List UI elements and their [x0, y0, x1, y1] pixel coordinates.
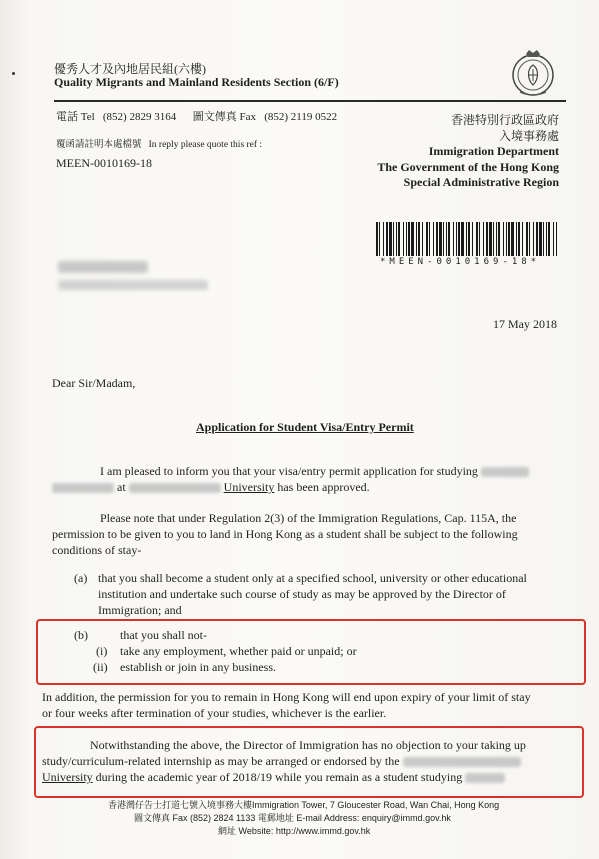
contact-line	[56, 108, 337, 124]
condition-b-label: (b)	[74, 628, 88, 642]
footer-contact: 圖文傳真 Fax (852) 2824 1133 電郵地址 E-mail Address: enquiry@immd.gov.hk	[134, 813, 451, 823]
highlight-box-internship	[34, 726, 584, 798]
letter-subject: Application for Student Visa/Entry Permit	[196, 420, 414, 434]
quote-label-en: In reply please quote this ref :	[148, 140, 263, 150]
hk-police-emblem-icon	[508, 48, 558, 98]
paragraph-1-university: University	[223, 480, 275, 494]
paragraph-1-line-2	[52, 480, 370, 495]
condition-a-line-1: that you shall become a student only at a specified school, university or other educational	[98, 571, 527, 585]
barcode-text: *MEEN-0010169-18*	[380, 257, 541, 267]
paragraph-3-line-2: or four weeks after termination of your studies, whichever is the earlier.	[42, 706, 387, 720]
paragraph-1-line-1	[100, 464, 529, 479]
dept-en-line-3: Special Administrative Region	[403, 175, 559, 189]
reference-number: MEEN-0010169-18	[56, 156, 152, 170]
condition-a-label: (a)	[74, 571, 88, 585]
paragraph-4-text-b: study/curriculum-related internship as may be arranged or endorsed by the	[42, 754, 400, 768]
section-name-chinese: 優秀人才及內地居民組(六樓)	[54, 62, 206, 76]
scan-speck	[12, 72, 15, 75]
dept-zh-line-2: 入境事務處	[498, 128, 559, 143]
redacted-course-2	[52, 483, 114, 493]
header-rule	[54, 100, 566, 102]
paragraph-1-text-a: I am pleased to inform you that your visa/entry permit application for studying	[100, 464, 478, 478]
footer-address: 香港灣仔告士打道七號入境事務大樓Immigration Tower, 7 Gloucester Road, Wan Chai, Hong Kong	[108, 800, 500, 810]
paragraph-4-line-1: Notwithstanding the above, the Director of Immigration has no objection to your taking up	[90, 738, 526, 752]
dept-en-line-1: Immigration Department	[428, 144, 559, 158]
letter-date: 17 May 2018	[493, 317, 557, 331]
paragraph-4-university: University	[42, 770, 93, 784]
paragraph-1-text-b: at	[117, 480, 126, 494]
tel-label-en: Tel	[80, 111, 95, 123]
redacted-address-line-2	[58, 280, 208, 290]
quote-label-zh: 覆函請註明本處檔號	[56, 140, 142, 150]
redacted-course	[481, 467, 529, 477]
condition-b-ii-label: (ii)	[93, 660, 108, 674]
footer-website: 網址 Website: http://www.immd.gov.hk	[218, 826, 371, 836]
paragraph-3-line-1: In addition, the permission for you to remain in Hong Kong will end upon expiry of your limit of stay	[42, 690, 531, 704]
highlight-box-condition-b	[36, 619, 586, 685]
paragraph-1-text-d: has been approved.	[277, 480, 370, 494]
dept-en-line-2: The Government of the Hong Kong	[377, 159, 559, 174]
paragraph-4-text-d: during the academic year of 2018/19 while you remain as a student studying	[95, 770, 463, 784]
section-name-english: Quality Migrants and Mainland Residents Section (6/F)	[54, 75, 339, 89]
paragraph-2-line-3: conditions of stay-	[52, 543, 142, 557]
salutation: Dear Sir/Madam,	[52, 376, 136, 390]
condition-a-line-3: Immigration; and	[98, 603, 182, 617]
paragraph-2-line-1: Please note that under Regulation 2(3) of the Immigration Regulations, Cap. 115A, the	[100, 511, 517, 525]
condition-a-line-2: institution and undertake such course of study as may be approved by the Director of	[98, 587, 506, 601]
condition-b-ii-text: establish or join in any business.	[120, 660, 276, 674]
dept-zh-line-1: 香港特別行政區政府	[450, 113, 559, 127]
tel-value: (852) 2829 3164	[102, 111, 177, 123]
fax-label-en: Fax	[239, 111, 256, 123]
redacted-university	[129, 483, 221, 493]
fax-value: (852) 2119 0522	[264, 111, 338, 123]
tel-label-zh: 電話	[56, 111, 78, 123]
fax-label-zh: 圖文傳真	[192, 111, 237, 123]
condition-b-i-text: take any employment, whether paid or unpaid; or	[120, 644, 357, 658]
redacted-address-line-1	[58, 261, 148, 273]
barcode	[376, 222, 557, 256]
paragraph-2-line-2: permission to be given to you to land in Hong Kong as a student shall be subject to the following	[52, 527, 518, 541]
condition-b-i-label: (i)	[96, 644, 108, 658]
department-block	[377, 113, 559, 191]
condition-b-text: that you shall not-	[120, 628, 207, 642]
quote-reference-line	[56, 136, 262, 150]
